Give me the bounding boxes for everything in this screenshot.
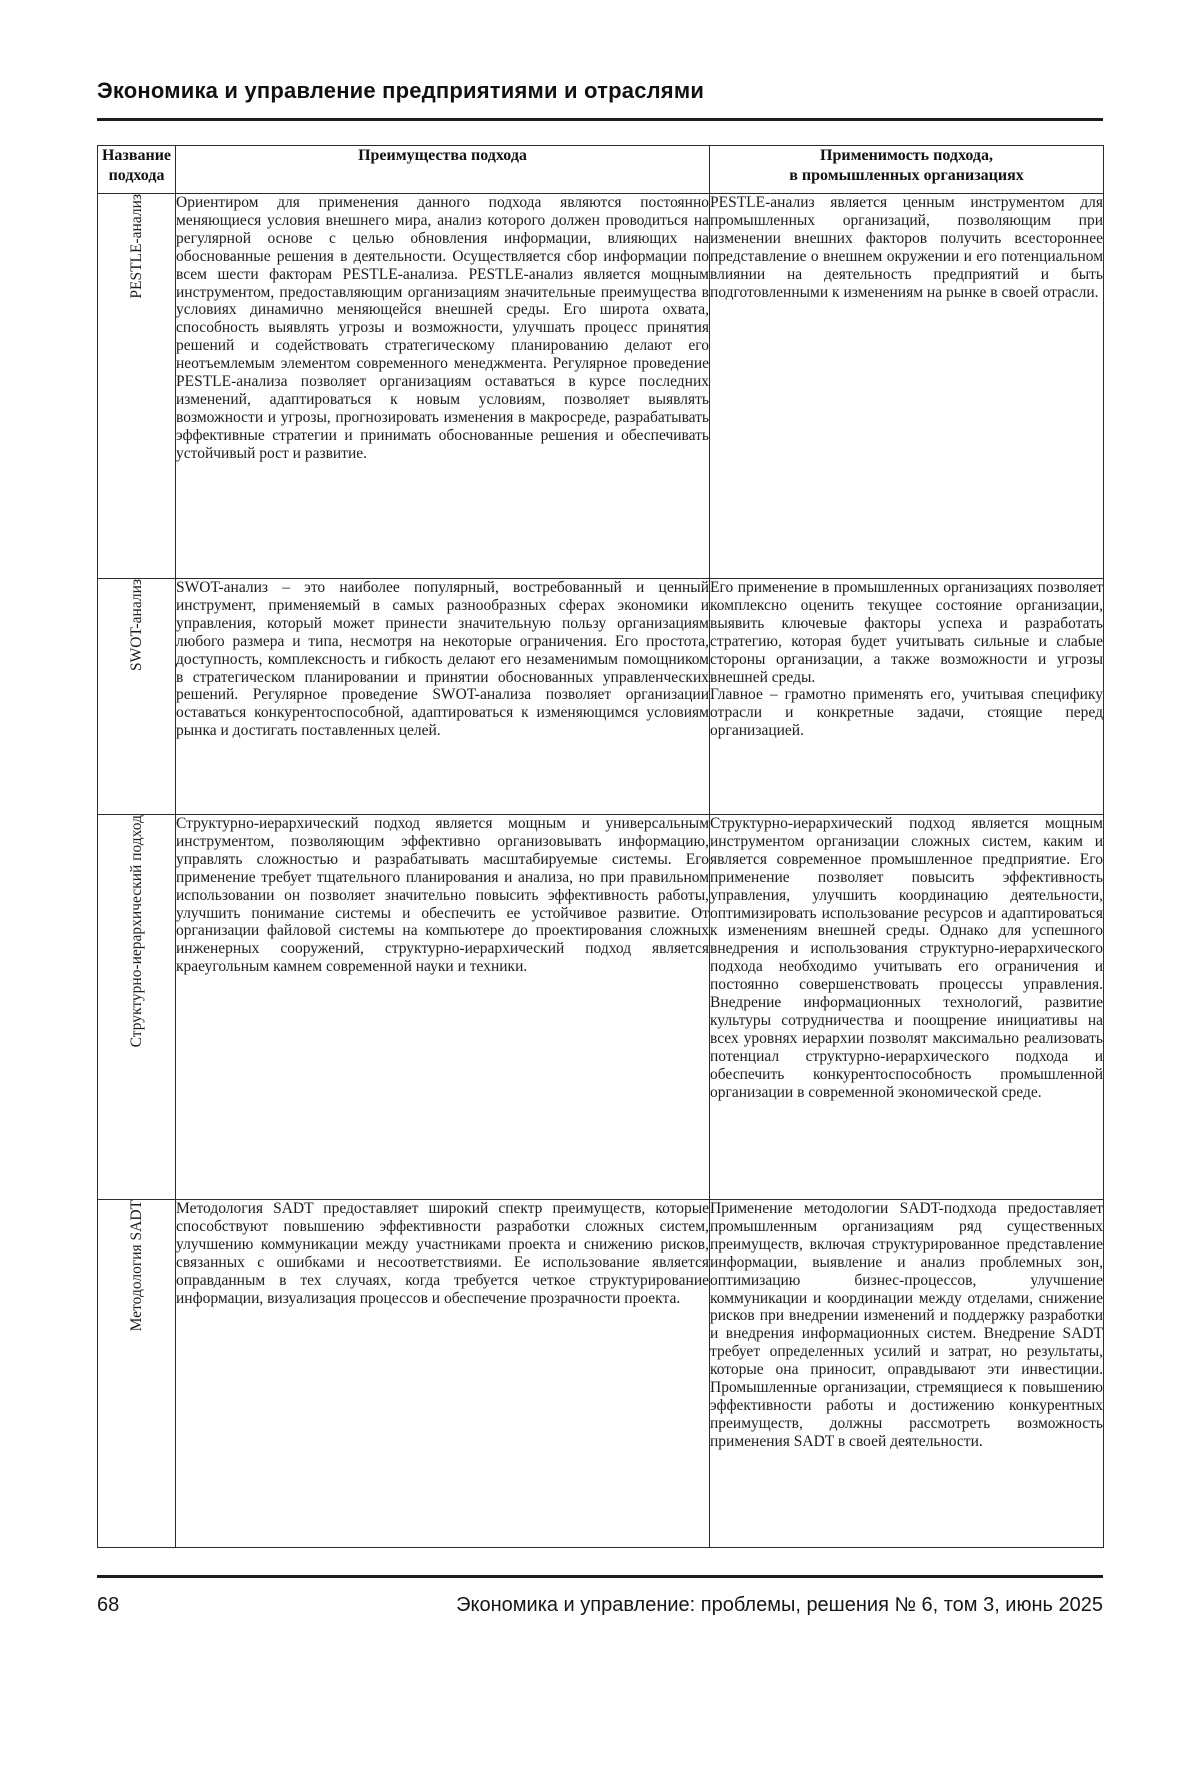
col-header-applicability [710, 146, 1104, 194]
header-rule [97, 118, 1103, 121]
page-footer [97, 1594, 1103, 1617]
row-label-cell [98, 1200, 176, 1548]
col-header-applicability-line1: Применимость подхода, [820, 147, 993, 164]
advantages-cell [176, 1200, 710, 1548]
section-header: Экономика и управление предприятиями и отраслями [97, 78, 705, 103]
advantages-text: Структурно-иерархический подход является мощным и универсальным инструментом, позволяющим эффективно организовывать информацию, управлять сложностью и разрабатывать масштабируемые системы. Его применение требует тщательного планирования и анализа, но при правильном использовании он позволяет значительно повысить эффективность работы, улучшить понимание системы и обеспечить ее устойчивое развитие. От организации файловой системы на компьютере до проектирования сложных инженерных сооружений, структурно-иерархический подход является краеугольным камнем современной науки и техники. [176, 815, 709, 976]
advantages-cell [176, 815, 710, 1200]
table-row-swot [98, 579, 1104, 815]
page-number: 68 [97, 1594, 120, 1616]
footer-rule [97, 1575, 1103, 1578]
table-row-sadt [98, 1200, 1104, 1548]
applicability-cell [710, 194, 1104, 579]
applicability-text: Применение методологии SADT-подхода предоставляет промышленным организациям ряд существенных преимуществ, включая структурированное представление информации, выявление и анализ проблемных зон, оптимизацию бизнес-процессов, улучшение коммуникации и координации между отделами, снижение рисков при внедрении изменений и поддержку разработки и внедрения информационных систем. Внедрение SADT требует определенных усилий и затрат, но результаты, которые она приносит, оправдывают эти инвестиции. Промышленные организации, стремящиеся к повышению эффективности работы и достижению конкурентных преимуществ, должны рассмотреть возможность применения SADT в своей деятельности. [710, 1200, 1103, 1450]
row-label-cell [98, 579, 176, 815]
col-header-applicability-line2: в промышленных организациях [789, 167, 1024, 184]
table-row-structural-hierarchical [98, 815, 1104, 1200]
row-label-structural-hierarchical: Структурно-иерархический подход [127, 815, 145, 1048]
applicability-cell [710, 579, 1104, 815]
table-header-row [98, 146, 1104, 194]
advantages-cell [176, 579, 710, 815]
applicability-text: Структурно-иерархический подход является мощным инструментом организации сложных систем, каким и является современное промышленное предприятие. Его применение позволяет повысить эффективность управления, улучшить координацию деятельности, оптимизировать использование ресурсов и адаптироваться к изменениям внешней среды. Однако для успешного внедрения и использования структурно-иерархического подхода необходимо учитывать его ограничения и постоянно совершенствовать процессы управления. Внедрение информационных технологий, развитие культуры сотрудничества и поощрение инициативы на всех уровнях иерархии позволят максимально реализовать потенциал структурно-иерархического подхода и обеспечить конкурентоспособность промышленной организации в современной экономической среде. [710, 815, 1103, 1101]
row-label-swot: SWOT-анализ [127, 579, 145, 671]
row-label-cell [98, 194, 176, 579]
advantages-text: Методология SADT предоставляет широкий спектр преимуществ, которые способствуют повышению эффективности разработки сложных систем, улучшению коммуникации между участниками проекта и снижению рисков, связанных с ошибками и несоответствиями. Ее использование является оправданным в тех случаях, когда требуется четкое структурирование информации, визуализация процессов и обеспечение прозрачности проекта. [176, 1200, 709, 1307]
applicability-text-2: Главное – грамотно применять его, учитывая специфику отрасли и конкретные задачи, стоящие перед организацией. [710, 686, 1103, 740]
journal-title-line: Экономика и управление: проблемы, решения № 6, том 3, июнь 2025 [456, 1594, 1103, 1616]
journal-page [0, 76, 1200, 1774]
row-label-cell [98, 815, 176, 1200]
advantages-cell [176, 194, 710, 579]
applicability-cell [710, 1200, 1104, 1548]
table-row-pestle [98, 194, 1104, 579]
advantages-text: Ориентиром для применения данного подхода являются постоянно меняющиеся условия внешнего мира, анализ которого должен проводиться на регулярной основе с целью обновления информации, влияющих на обоснованные решения в деятельности. Осуществляется сбор информации по всем шести факторам PESTLE-анализа. PESTLE-анализ является мощным инструментом, предоставляющим организациям значительные преимущества в условиях динамично меняющейся внешней среды. Его широта охвата, способность выявлять угрозы и возможности, улучшать процесс принятия решений и содействовать стратегическому планированию делают его неотъемлемым элементом современного менеджмента. Регулярное проведение PESTLE-анализа позволяет организациям оставаться в курсе последних изменений, адаптироваться к новым условиям, позволяет выявлять возможности и угрозы, прогнозировать изменения в макросреде, разрабатывать эффективные стратегии и принимать обоснованные решения и обеспечивать устойчивый рост и развитие. [176, 194, 709, 462]
applicability-cell [710, 815, 1104, 1200]
row-label-sadt: Методология SADT [127, 1200, 145, 1332]
applicability-text: Его применение в промышленных организациях позволяет комплексно оценить текущее состояние организации, выявить ключевые факторы успеха и разработать стратегию, которая будет учитывать сильные и слабые стороны организации, а также возможности и угрозы внешней среды. [710, 579, 1103, 686]
col-header-advantages: Преимущества подхода [176, 146, 710, 194]
applicability-text: PESTLE-анализ является ценным инструментом для промышленных организаций, позволяющим при изменении внешних факторов получить всестороннее представление о внешнем окружении и его потенциальном влиянии на деятельность предприятий и быть подготовленными к изменениям на рынке в своей отрасли. [710, 194, 1103, 301]
approaches-table [97, 145, 1104, 1548]
col-header-approach-name: Название подхода [98, 146, 176, 194]
advantages-text: SWOT-анализ – это наиболее популярный, востребованный и ценный инструмент, применяемый в самых разнообразных сферах экономики и управления, который может принести значительную пользу организациям любого размера и типа, несмотря на некоторые ограничения. Его простота, доступность, комплексность и гибкость делают его незаменимым помощником в стратегическом планировании и принятии обоснованных управленческих решений. Регулярное проведение SWOT-анализа позволяет организации оставаться конкурентоспособной, адаптироваться к изменяющимся условиям рынка и достигать поставленных целей. [176, 579, 709, 740]
row-label-pestle: PESTLE-анализ [127, 194, 145, 299]
page-content [97, 76, 1103, 1617]
